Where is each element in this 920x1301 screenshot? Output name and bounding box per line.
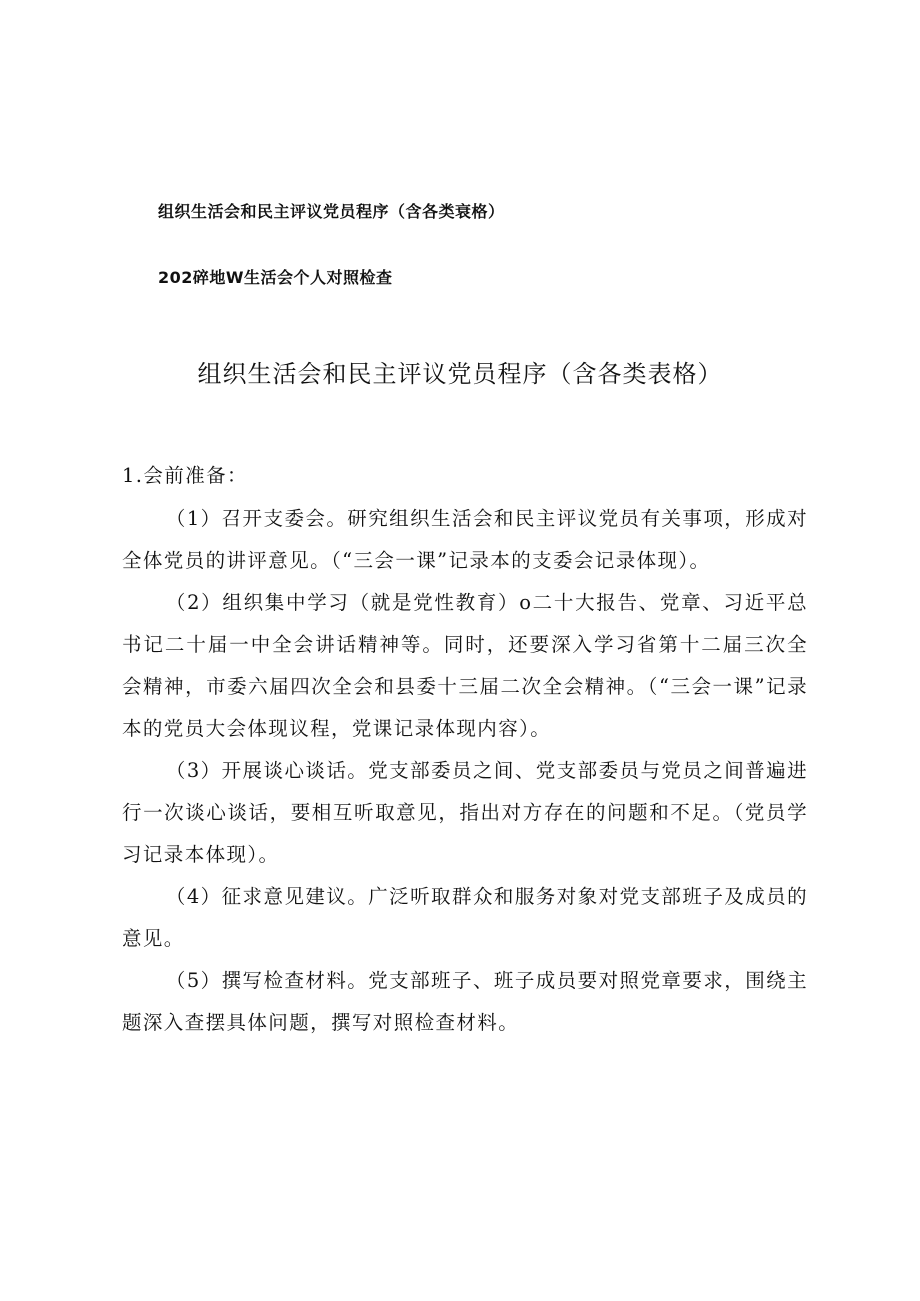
document-title: 组织生活会和民主评议党员程序（含各类表格） bbox=[197, 360, 723, 388]
document-body bbox=[122, 455, 808, 1044]
header-line-1: 组织生活会和民主评议党员程序（含各类衰格） bbox=[158, 202, 505, 221]
paragraph-5: （5）撰写检查材料。党支部班子、班子成员要对照党章要求，围绕主题深入查摆具体问题，撰写对照检查材料。 bbox=[122, 969, 808, 1034]
paragraph-3: （3）开展谈心谈话。党支部委员之间、党支部委员与党员之间普遍进行一次谈心谈话，要相互听取意见，指出对方存在的问题和不足。（党员学习记录本体现）。 bbox=[122, 759, 808, 866]
paragraph-4: （4）征求意见建议。广泛听取群众和服务对象对党支部班子及成员的意见。 bbox=[122, 885, 808, 950]
section-heading: 1.会前准备： bbox=[122, 464, 248, 487]
paragraph-2: （2）组织集中学习（就是党性教育）o二十大报告、党章、习近平总书记二十届一中全会讲话精神等。同时，还要深入学习省第十二届三次全会精神，市委六届四次全会和县委十三届二次全会精神。（“三会一课”记录本的党员大会体现议程，党课记录体现内容）。 bbox=[122, 591, 808, 740]
paragraph-1: （1）召开支委会。研究组织生活会和民主评议党员有关事项，形成对全体党员的讲评意见。（“三会一课”记录本的支委会记录体现）。 bbox=[122, 507, 808, 572]
header-line-2: 202碎地W生活会个人对照检查 bbox=[158, 268, 393, 287]
